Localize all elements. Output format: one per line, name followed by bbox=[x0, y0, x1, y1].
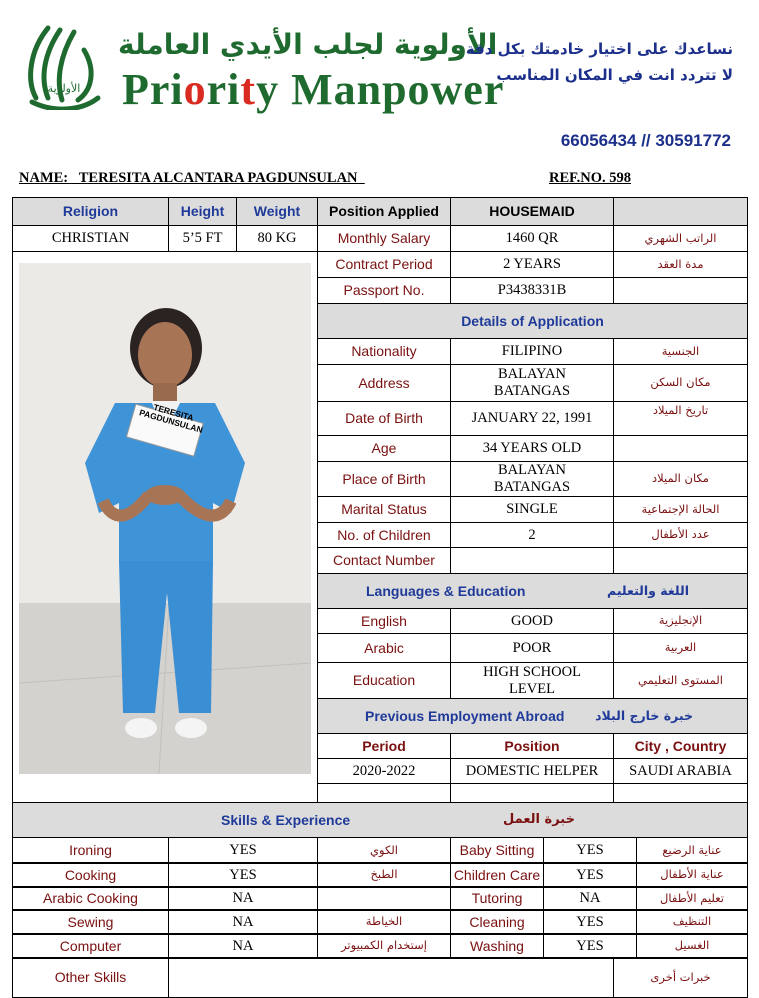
agency-logo-icon bbox=[22, 20, 104, 110]
height-header: Height bbox=[168, 197, 237, 226]
weight-header: Weight bbox=[236, 197, 318, 226]
brand-part: Pri bbox=[122, 65, 184, 114]
period-header: Period bbox=[317, 733, 451, 759]
brand-red-letter: t bbox=[240, 65, 257, 114]
employment-period: 2020-2022 bbox=[317, 758, 451, 784]
religion-header: Religion bbox=[12, 197, 169, 226]
skills-title-arabic: خبرة العمل bbox=[503, 811, 575, 827]
logo-mark-text: الأولوية bbox=[47, 82, 81, 95]
skill-label: Baby Sitting bbox=[450, 837, 544, 864]
age-arabic bbox=[613, 435, 748, 462]
skill-value: YES bbox=[168, 837, 318, 864]
dob-value: JANUARY 22, 1991 bbox=[450, 401, 614, 436]
position-applied-label: Position Applied bbox=[317, 197, 451, 226]
arabic-value: POOR bbox=[450, 633, 614, 663]
candidate-photo-illustration bbox=[19, 263, 311, 774]
skill-value: NA bbox=[168, 909, 318, 935]
education-label: Education bbox=[317, 662, 451, 699]
skill-label: Cooking bbox=[12, 862, 169, 888]
english-value: GOOD bbox=[450, 608, 614, 634]
skills-title bbox=[12, 802, 748, 838]
phone-numbers: 66056434 // 30591772 bbox=[560, 131, 731, 150]
contact-number-label: Contact Number bbox=[317, 547, 451, 574]
age-label: Age bbox=[317, 435, 451, 462]
employment-title-arabic: خبرة خارج البلاد bbox=[595, 707, 693, 723]
brand-part: y Manpower bbox=[256, 65, 505, 114]
badge-name: TERESITA PAGDUNSULAN bbox=[138, 401, 204, 436]
address-label: Address bbox=[317, 364, 451, 402]
skill-arabic: الغسيل bbox=[636, 933, 748, 959]
children-arabic: عدد الأطفال bbox=[613, 522, 748, 548]
skill-arabic: التنظيف bbox=[636, 909, 748, 935]
employment-period bbox=[317, 783, 451, 803]
age-value: 34 YEARS OLD bbox=[450, 435, 614, 462]
skill-label: Washing bbox=[450, 933, 544, 959]
children-label: No. of Children bbox=[317, 522, 451, 548]
skill-label: Tutoring bbox=[450, 886, 544, 911]
skill-arabic: عناية الرضيع bbox=[636, 837, 748, 864]
nationality-label: Nationality bbox=[317, 338, 451, 365]
children-value: 2 bbox=[450, 522, 614, 548]
position-applied-value: HOUSEMAID bbox=[450, 197, 614, 226]
skill-label: Computer bbox=[12, 933, 169, 959]
birthplace-label: Place of Birth bbox=[317, 461, 451, 497]
passport-value: P3438331B bbox=[450, 277, 614, 304]
birthplace-value: BALAYAN BATANGAS bbox=[450, 461, 614, 497]
employment-title-text: Previous Employment Abroad bbox=[365, 707, 565, 724]
brand-red-letter: o bbox=[183, 65, 207, 114]
skill-arabic: الكوي bbox=[317, 837, 451, 864]
languages-title-text: Languages & Education bbox=[366, 582, 526, 599]
arabic-arabic: العربية bbox=[613, 633, 748, 663]
skill-value: NA bbox=[543, 886, 637, 911]
other-skills-arabic: خبرات أخرى bbox=[613, 957, 748, 998]
address-arabic: مكان السكن bbox=[613, 364, 748, 402]
skill-value: NA bbox=[168, 886, 318, 911]
reference-number: REF.NO. 598 bbox=[549, 170, 632, 186]
contact-number-arabic bbox=[613, 547, 748, 574]
brand-english bbox=[122, 64, 504, 115]
english-label: English bbox=[317, 608, 451, 634]
passport-arabic bbox=[613, 277, 748, 304]
religion-value: CHRISTIAN bbox=[12, 225, 169, 252]
employment-city-country: SAUDI ARABIA bbox=[613, 758, 748, 784]
skill-arabic: الطبخ bbox=[317, 862, 451, 888]
marital-status-value: SINGLE bbox=[450, 496, 614, 523]
languages-title-arabic: اللغة والتعليم bbox=[607, 582, 689, 598]
passport-label: Passport No. bbox=[317, 277, 451, 304]
monthly-salary-value: 1460 QR bbox=[450, 225, 614, 252]
slogan-line-2: لا تتردد انت في المكان المناسب bbox=[496, 66, 733, 84]
skill-arabic: عناية الأطفال bbox=[636, 862, 748, 888]
position-applied-arabic bbox=[613, 197, 748, 226]
skill-arabic: الخياطة bbox=[317, 909, 451, 935]
employment-city-country bbox=[613, 783, 748, 803]
skill-value: YES bbox=[543, 933, 637, 959]
candidate-name: NAME: TERESITA ALCANTARA PAGDUNSULAN bbox=[19, 170, 365, 186]
monthly-salary-arabic: الراتب الشهري bbox=[613, 225, 748, 252]
skill-arabic: تعليم الأطفال bbox=[636, 886, 748, 911]
slogan-line-1: نساعدك على اختيار خادمتك بكل دقة bbox=[465, 40, 733, 58]
skill-label: Children Care bbox=[450, 862, 544, 888]
skill-value: YES bbox=[543, 862, 637, 888]
contract-period-value: 2 YEARS bbox=[450, 251, 614, 278]
skill-value: YES bbox=[168, 862, 318, 888]
brand-arabic: الأولوية لجلب الأيدي العاملة bbox=[118, 28, 498, 61]
other-skills-value bbox=[168, 957, 614, 998]
education-value: HIGH SCHOOL LEVEL bbox=[450, 662, 614, 699]
other-skills-label: Other Skills bbox=[12, 957, 169, 998]
contract-period-arabic: مدة العقد bbox=[613, 251, 748, 278]
brand-part: ri bbox=[206, 65, 241, 114]
english-arabic: الإنجليزية bbox=[613, 608, 748, 634]
skill-label: Sewing bbox=[12, 909, 169, 935]
details-title: Details of Application bbox=[317, 303, 748, 339]
contact-number-value bbox=[450, 547, 614, 574]
candidate-photo bbox=[19, 263, 311, 774]
education-arabic: المستوى التعليمي bbox=[613, 662, 748, 699]
contract-period-label: Contract Period bbox=[317, 251, 451, 278]
marital-status-arabic: الحالة الإجتماعية bbox=[613, 496, 748, 523]
skills-title-text: Skills & Experience bbox=[221, 811, 351, 828]
nationality-arabic: الجنسية bbox=[613, 338, 748, 365]
address-value: BALAYAN BATANGAS bbox=[450, 364, 614, 402]
skill-label: Arabic Cooking bbox=[12, 886, 169, 911]
city-country-header: City , Country bbox=[613, 733, 748, 759]
skill-value: YES bbox=[543, 909, 637, 935]
skill-label: Cleaning bbox=[450, 909, 544, 935]
skill-arabic bbox=[317, 886, 451, 911]
dob-arabic: تاريخ الميلاد bbox=[613, 401, 748, 436]
monthly-salary-label: Monthly Salary bbox=[317, 225, 451, 252]
weight-value: 80 KG bbox=[236, 225, 318, 252]
employment-position: DOMESTIC HELPER bbox=[450, 758, 614, 784]
skill-value: NA bbox=[168, 933, 318, 959]
height-value: 5’5 FT bbox=[168, 225, 237, 252]
arabic-label: Arabic bbox=[317, 633, 451, 663]
languages-title bbox=[317, 573, 748, 609]
dob-label: Date of Birth bbox=[317, 401, 451, 436]
nationality-value: FILIPINO bbox=[450, 338, 614, 365]
employment-position bbox=[450, 783, 614, 803]
skill-value: YES bbox=[543, 837, 637, 864]
employment-title bbox=[317, 698, 748, 734]
marital-status-label: Marital Status bbox=[317, 496, 451, 523]
skill-label: Ironing bbox=[12, 837, 169, 864]
position-header: Position bbox=[450, 733, 614, 759]
birthplace-arabic: مكان الميلاد bbox=[613, 461, 748, 497]
skill-arabic: إستخدام الكمبيوتر bbox=[317, 933, 451, 959]
